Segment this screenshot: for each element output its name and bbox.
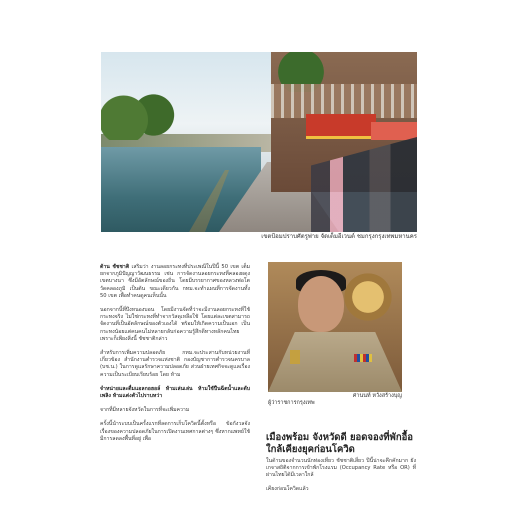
- paragraph-2: นอกจากนี้ที่บึงหนองบอน โดยมีงานจัดที่ว่าจะมีงานลอยกระทงที่ใช้กระทงจริง ไม่ใช่กระทงที่ทำจากวัสดุเหลือใช้ โดยแต่ละเขตสามารถจัดงานที่เป็นอัตลักษณ์ของตัวเองได้ พร้อมให้เกิดความเป็นเอก เป็นกระทงน้อยแต่คนคนไม่หลายกลับก่อความรู้สึกดีทางหลักคนไทยเพราะก็เพียงสิ่งนี้ ชัชชาติกล่าว: [100, 307, 250, 342]
- section-headline: เมืองพร้อม จังหวัดดี ยอดจองที่พักอื้อ ใกล้เคียงยุคก่อนโควิด: [266, 432, 413, 455]
- photo-caption: เขตป้อมปราบศัตรูพ่าย จัดเต็มอีเวนต์ ชมกรุงกรุงเทพมหานคร: [261, 233, 417, 240]
- paragraph-1-lead: ด้าน ชัชชาติ: [100, 264, 130, 270]
- article-right-column: [266, 458, 416, 499]
- paragraph-1: [100, 264, 250, 300]
- portrait-name: ศานนท์ หวังสร้างบุญ: [352, 393, 402, 399]
- paragraph-1-text: เสริมว่า งานลอยกระทงที่ประเพณีในปีนี้ 50 เขต เต็มยกจากภูมิปัญญาวัฒนธรรม เช่น การจัดงานลอยกระทงที่คลองผดุง เขตบางนา ซึ่งมีอัตลักษณ์ของถิ่น โดยมีบรรยากาศของหลวงพ่อโต วัดคลองภูมิ เป็นต้น ขณะเดียวกัน กทม.จะทำแผนที่การจัดงานทั้ง 50 เขต เพื่อทำคนดูคนเห็นนั้น: [100, 264, 250, 299]
- paragraph-4: จากที่มีหลายจังหวัดในการที่จะเพิ่มความ: [100, 407, 190, 414]
- paragraph-3: สำหรับการเพิ่มความปลอดภัย กทม.จะประสานกับหน่วยงานที่เกี่ยวข้อง สำนักงานตำรวจแห่งชาติ กองบัญชาการตำรวจนครบาล (บช.น.) ในการดูแลรักษาความปลอดภัย ส่วนฝ่ายเทศกิจจะดูแลเรื่องความเป็นระเบียบเรียบร้อย โดย ห้าม: [100, 350, 250, 378]
- paragraph-5: ครั้งนี้นำระบบเป็นครั้งแรกที่ลดการเก็บโควิดนี้ตั้งหรือ ข้อกังวลจังเรื่องของความปลอดภัยในการเปิดงานเทศกาลต่างๆ ซึ่งหากแพทย์ใช้มีการลดลงพื้นที่อยู่ เพื่อ: [100, 421, 250, 442]
- portrait-photo: [268, 262, 402, 392]
- article-left-column: [100, 264, 250, 450]
- festival-photo: [101, 52, 417, 232]
- right-paragraph-2: เคียงก่อนโควิดแล้ว: [266, 485, 309, 492]
- portrait-role: ผู้ว่าราชการกรุงเทพ: [268, 400, 315, 406]
- paragraph-subhead: จำหน่ายและดื่มแอลกอฮอล์ ห้ามเล่นเล่น ห้ามใช้ปืนฉีดน้ำและดับเพลิง ห้ามแต่งตัวไปราบหว่า: [100, 385, 250, 400]
- right-paragraph-1: ในด้านของจำนวนนักท่องเที่ยว ชัชชาติเสี่ยว ปีนี้น่าจะคึกคักมาก ยังเกจาสถิติจากการเข้าพักโรงแรม (Occupancy Rate หรือ OR) ที่ผ่านไทยได้มีเวลาใกล้: [266, 458, 416, 479]
